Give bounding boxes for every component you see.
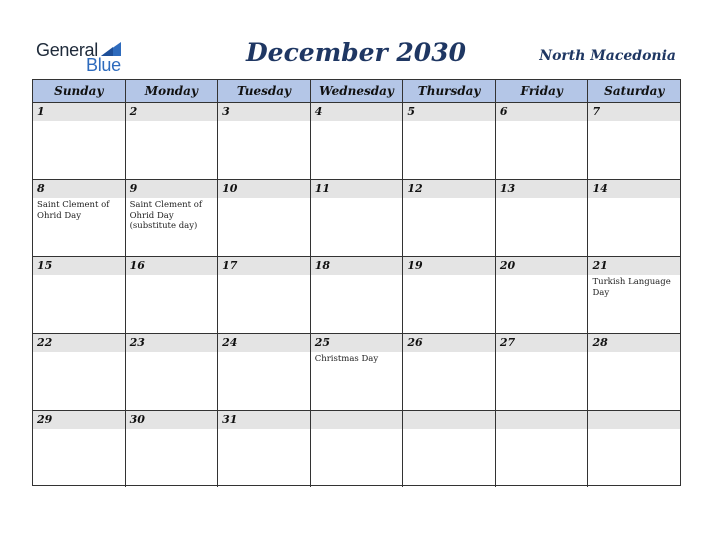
day-cell — [588, 180, 680, 256]
day-number: 24 — [218, 334, 310, 352]
calendar-grid — [32, 79, 681, 486]
day-number: 11 — [311, 180, 403, 198]
week-row — [33, 180, 680, 257]
holiday-label — [33, 121, 125, 123]
day-number: 29 — [33, 411, 125, 429]
day-number — [588, 411, 680, 429]
page-title: December 2030 — [245, 38, 466, 67]
day-cell — [218, 180, 311, 256]
day-cell-empty — [311, 411, 404, 487]
day-cell — [403, 103, 496, 179]
day-number: 6 — [496, 103, 588, 121]
holiday-label — [588, 352, 680, 354]
day-cell-empty — [588, 411, 680, 487]
holiday-label — [496, 275, 588, 277]
day-cell — [311, 334, 404, 410]
holiday-label: Saint Clement of Ohrid Day (substitute day) — [129, 200, 202, 231]
holiday-label — [403, 198, 495, 200]
holiday-label — [33, 275, 125, 277]
day-number: 25 — [311, 334, 403, 352]
holiday-label — [33, 429, 125, 431]
day-number: 22 — [33, 334, 125, 352]
day-number: 5 — [403, 103, 495, 121]
holiday-label — [311, 198, 403, 200]
weeks-container — [33, 103, 680, 486]
weekday-header — [33, 80, 680, 103]
logo-general-text: General — [36, 40, 98, 60]
holiday-label — [496, 352, 588, 354]
day-cell — [126, 180, 219, 256]
day-number: 10 — [218, 180, 310, 198]
day-cell-empty — [403, 411, 496, 487]
holiday-label — [33, 352, 125, 354]
day-cell — [311, 180, 404, 256]
day-cell — [126, 257, 219, 333]
holiday-label — [588, 198, 680, 200]
holiday-label — [496, 121, 588, 123]
holiday-label — [496, 198, 588, 200]
holiday-label — [126, 352, 218, 354]
holiday-label: Christmas Day — [314, 354, 379, 364]
day-number: 9 — [126, 180, 218, 198]
day-number: 21 — [588, 257, 680, 275]
day-cell — [588, 334, 680, 410]
holiday-label — [218, 198, 310, 200]
day-number: 31 — [218, 411, 310, 429]
day-number — [311, 411, 403, 429]
day-number: 13 — [496, 180, 588, 198]
day-number — [496, 411, 588, 429]
holiday-label — [403, 275, 495, 277]
holiday-label — [218, 275, 310, 277]
holiday-label — [218, 121, 310, 123]
day-number: 1 — [33, 103, 125, 121]
day-cell — [126, 334, 219, 410]
day-number: 30 — [126, 411, 218, 429]
weekday-sunday: Sunday — [33, 80, 126, 102]
holiday-label — [126, 121, 218, 123]
day-number: 3 — [218, 103, 310, 121]
holiday-label — [126, 429, 218, 431]
day-number: 14 — [588, 180, 680, 198]
holiday-label: Saint Clement of Ohrid Day — [37, 200, 110, 221]
day-cell — [33, 334, 126, 410]
day-cell-empty — [496, 411, 589, 487]
weekday-monday: Monday — [126, 80, 219, 102]
weekday-tuesday: Tuesday — [218, 80, 311, 102]
day-cell — [218, 334, 311, 410]
day-number: 8 — [33, 180, 125, 198]
day-cell — [496, 257, 589, 333]
day-number: 23 — [126, 334, 218, 352]
holiday-label — [311, 121, 403, 123]
weekday-wednesday: Wednesday — [311, 80, 404, 102]
holiday-label — [218, 429, 310, 431]
day-cell — [218, 103, 311, 179]
day-cell — [496, 180, 589, 256]
day-number: 15 — [33, 257, 125, 275]
day-number: 26 — [403, 334, 495, 352]
holiday-label — [588, 121, 680, 123]
holiday-label — [403, 121, 495, 123]
day-number: 27 — [496, 334, 588, 352]
day-cell — [126, 103, 219, 179]
day-cell — [33, 411, 126, 487]
holiday-label — [126, 275, 218, 277]
day-number: 20 — [496, 257, 588, 275]
day-number: 12 — [403, 180, 495, 198]
weekday-friday: Friday — [496, 80, 589, 102]
holiday-label — [311, 275, 403, 277]
day-number: 2 — [126, 103, 218, 121]
day-number: 4 — [311, 103, 403, 121]
day-cell — [496, 103, 589, 179]
day-number: 28 — [588, 334, 680, 352]
day-cell — [33, 103, 126, 179]
day-cell — [403, 334, 496, 410]
day-number — [403, 411, 495, 429]
week-row — [33, 411, 680, 487]
holiday-label — [403, 352, 495, 354]
day-number: 17 — [218, 257, 310, 275]
week-row — [33, 334, 680, 411]
day-cell — [311, 257, 404, 333]
day-cell — [588, 103, 680, 179]
day-cell — [403, 257, 496, 333]
holiday-label — [218, 352, 310, 354]
day-cell — [311, 103, 404, 179]
day-cell — [496, 334, 589, 410]
day-cell — [126, 411, 219, 487]
day-cell — [218, 257, 311, 333]
weekday-saturday: Saturday — [604, 84, 665, 98]
day-cell — [218, 411, 311, 487]
holiday-label: Turkish Language Day — [592, 277, 671, 298]
day-cell — [588, 257, 680, 333]
day-number: 7 — [588, 103, 680, 121]
day-number: 16 — [126, 257, 218, 275]
week-row — [33, 103, 680, 180]
weekday-thursday: Thursday — [403, 80, 496, 102]
day-cell — [33, 180, 126, 256]
day-number: 19 — [403, 257, 495, 275]
day-cell — [33, 257, 126, 333]
day-cell — [403, 180, 496, 256]
country-label: North Macedonia — [539, 48, 676, 64]
day-number: 18 — [311, 257, 403, 275]
logo-blue-text: Blue — [86, 55, 121, 75]
week-row — [33, 257, 680, 334]
